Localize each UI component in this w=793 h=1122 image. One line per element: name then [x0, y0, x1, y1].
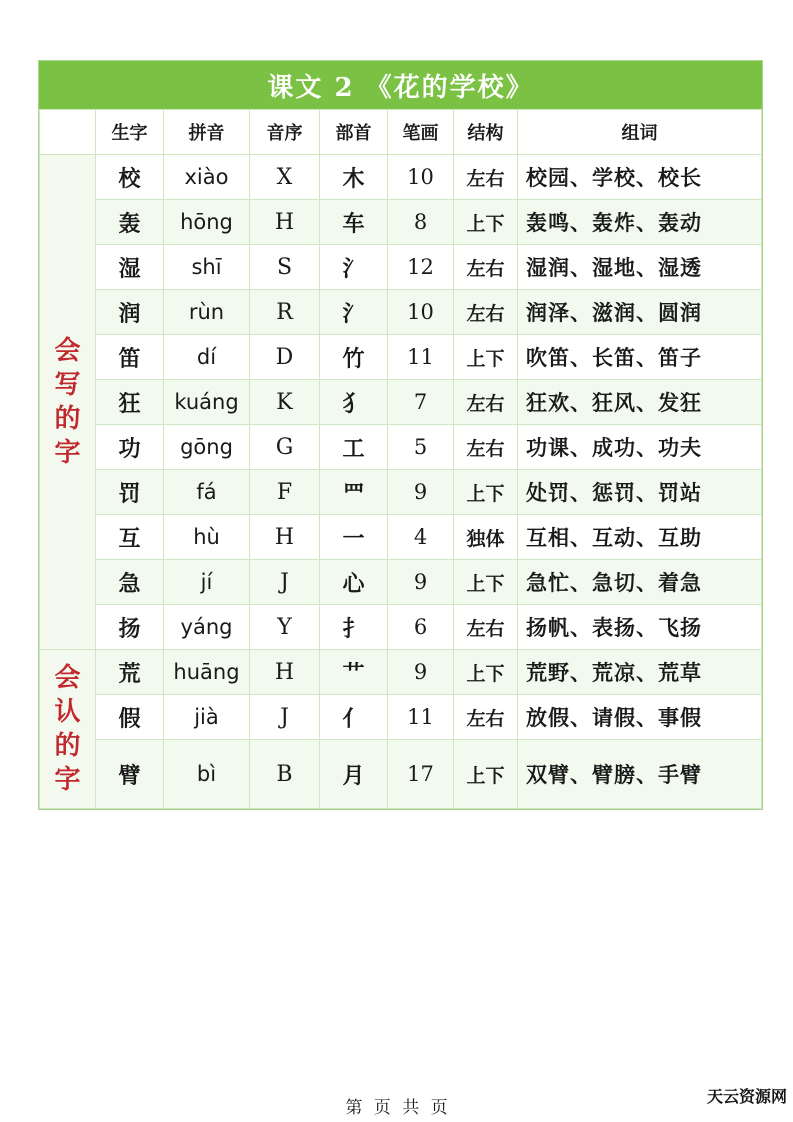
cell-words: 放假、请假、事假 [518, 695, 762, 740]
cell-words: 校园、学校、校长 [518, 155, 762, 200]
cell-structure: 上下 [454, 740, 518, 809]
cell-words: 双臂、臂膀、手臂 [518, 740, 762, 809]
cell-strokes: 6 [388, 605, 454, 650]
cell-words: 吹笛、长笛、笛子 [518, 335, 762, 380]
cell-words: 轰鸣、轰炸、轰动 [518, 200, 762, 245]
cell-order: G [250, 425, 320, 470]
cell-strokes: 8 [388, 200, 454, 245]
cell-radical: 竹 [320, 335, 388, 380]
cell-structure: 左右 [454, 290, 518, 335]
cell-order: J [250, 695, 320, 740]
cell-pinyin: hù [164, 515, 250, 560]
table-row [40, 290, 762, 335]
cell-char: 臂 [96, 740, 164, 809]
cell-strokes: 12 [388, 245, 454, 290]
cell-order: X [250, 155, 320, 200]
cell-radical: 月 [320, 740, 388, 809]
cell-structure: 上下 [454, 560, 518, 605]
table-row [40, 560, 762, 605]
cell-pinyin: jià [164, 695, 250, 740]
cell-char: 互 [96, 515, 164, 560]
cell-order: J [250, 560, 320, 605]
header-pinyin: 拼音 [164, 110, 250, 155]
cell-structure: 左右 [454, 695, 518, 740]
cell-words: 急忙、急切、着急 [518, 560, 762, 605]
cell-words: 狂欢、狂风、发狂 [518, 380, 762, 425]
cell-pinyin: fá [164, 470, 250, 515]
cell-strokes: 5 [388, 425, 454, 470]
cell-char: 笛 [96, 335, 164, 380]
table-row [40, 380, 762, 425]
cell-order: F [250, 470, 320, 515]
cell-strokes: 4 [388, 515, 454, 560]
cell-order: K [250, 380, 320, 425]
cell-pinyin: hōng [164, 200, 250, 245]
cell-strokes: 11 [388, 695, 454, 740]
cell-radical: 扌 [320, 605, 388, 650]
cell-radical: 氵 [320, 245, 388, 290]
cell-strokes: 10 [388, 290, 454, 335]
cell-strokes: 9 [388, 560, 454, 605]
cell-words: 功课、成功、功夫 [518, 425, 762, 470]
cell-words: 湿润、湿地、湿透 [518, 245, 762, 290]
cell-strokes: 17 [388, 740, 454, 809]
cell-strokes: 10 [388, 155, 454, 200]
page-footer: 第 页 共 页 [345, 1098, 448, 1118]
cell-char: 狂 [96, 380, 164, 425]
cell-radical: 车 [320, 200, 388, 245]
cell-structure: 上下 [454, 650, 518, 695]
group-label-recognize [40, 650, 96, 809]
cell-words: 荒野、荒凉、荒草 [518, 650, 762, 695]
table-row [40, 335, 762, 380]
cell-radical: 工 [320, 425, 388, 470]
cell-order: H [250, 200, 320, 245]
table-row [40, 740, 762, 809]
group-label-text: 会写的字 [54, 336, 81, 468]
header-radical: 部首 [320, 110, 388, 155]
lesson-table-card [38, 60, 763, 810]
cell-char: 润 [96, 290, 164, 335]
cell-strokes: 11 [388, 335, 454, 380]
cell-words: 扬帆、表扬、飞扬 [518, 605, 762, 650]
cell-radical: 心 [320, 560, 388, 605]
watermark: 天云资源网 [706, 1087, 787, 1106]
cell-words: 互相、互动、互助 [518, 515, 762, 560]
cell-structure: 独体 [454, 515, 518, 560]
cell-structure: 左右 [454, 380, 518, 425]
cell-structure: 左右 [454, 605, 518, 650]
cell-pinyin: gōng [164, 425, 250, 470]
cell-order: S [250, 245, 320, 290]
group-label-text: 会认的字 [54, 663, 81, 795]
cell-structure: 左右 [454, 155, 518, 200]
cell-char: 轰 [96, 200, 164, 245]
cell-structure: 左右 [454, 245, 518, 290]
cell-char: 假 [96, 695, 164, 740]
cell-char: 湿 [96, 245, 164, 290]
cell-char: 罚 [96, 470, 164, 515]
header-order: 音序 [250, 110, 320, 155]
cell-structure: 上下 [454, 335, 518, 380]
table-row [40, 245, 762, 290]
cell-pinyin: yáng [164, 605, 250, 650]
cell-char: 校 [96, 155, 164, 200]
table-row [40, 425, 762, 470]
cell-strokes: 9 [388, 470, 454, 515]
cell-order: B [250, 740, 320, 809]
table-row [40, 515, 762, 560]
cell-order: D [250, 335, 320, 380]
cell-pinyin: rùn [164, 290, 250, 335]
cell-strokes: 7 [388, 380, 454, 425]
cell-words: 润泽、滋润、圆润 [518, 290, 762, 335]
table-row [40, 470, 762, 515]
cell-structure: 上下 [454, 200, 518, 245]
table-row [40, 200, 762, 245]
table-header-row [40, 110, 762, 155]
cell-radical: 犭 [320, 380, 388, 425]
lesson-title: 课文 2 《花的学校》 [39, 61, 762, 109]
table-row [40, 155, 762, 200]
cell-order: R [250, 290, 320, 335]
cell-radical: 亻 [320, 695, 388, 740]
cell-radical: 木 [320, 155, 388, 200]
cell-pinyin: dí [164, 335, 250, 380]
cell-char: 扬 [96, 605, 164, 650]
cell-pinyin: huāng [164, 650, 250, 695]
vocab-table [39, 109, 762, 809]
cell-radical: 一 [320, 515, 388, 560]
cell-words: 处罚、惩罚、罚站 [518, 470, 762, 515]
cell-radical: 艹 [320, 650, 388, 695]
cell-pinyin: kuáng [164, 380, 250, 425]
cell-order: Y [250, 605, 320, 650]
cell-pinyin: bì [164, 740, 250, 809]
table-row [40, 605, 762, 650]
header-words: 组词 [518, 110, 762, 155]
cell-char: 荒 [96, 650, 164, 695]
header-char: 生字 [96, 110, 164, 155]
table-row [40, 650, 762, 695]
cell-pinyin: shī [164, 245, 250, 290]
cell-order: H [250, 650, 320, 695]
header-structure: 结构 [454, 110, 518, 155]
header-empty [40, 110, 96, 155]
cell-radical: 氵 [320, 290, 388, 335]
cell-char: 功 [96, 425, 164, 470]
table-row [40, 695, 762, 740]
cell-pinyin: xiào [164, 155, 250, 200]
cell-char: 急 [96, 560, 164, 605]
cell-strokes: 9 [388, 650, 454, 695]
cell-structure: 上下 [454, 470, 518, 515]
cell-radical: 罒 [320, 470, 388, 515]
cell-pinyin: jí [164, 560, 250, 605]
header-strokes: 笔画 [388, 110, 454, 155]
cell-order: H [250, 515, 320, 560]
group-label-write [40, 155, 96, 650]
cell-structure: 左右 [454, 425, 518, 470]
